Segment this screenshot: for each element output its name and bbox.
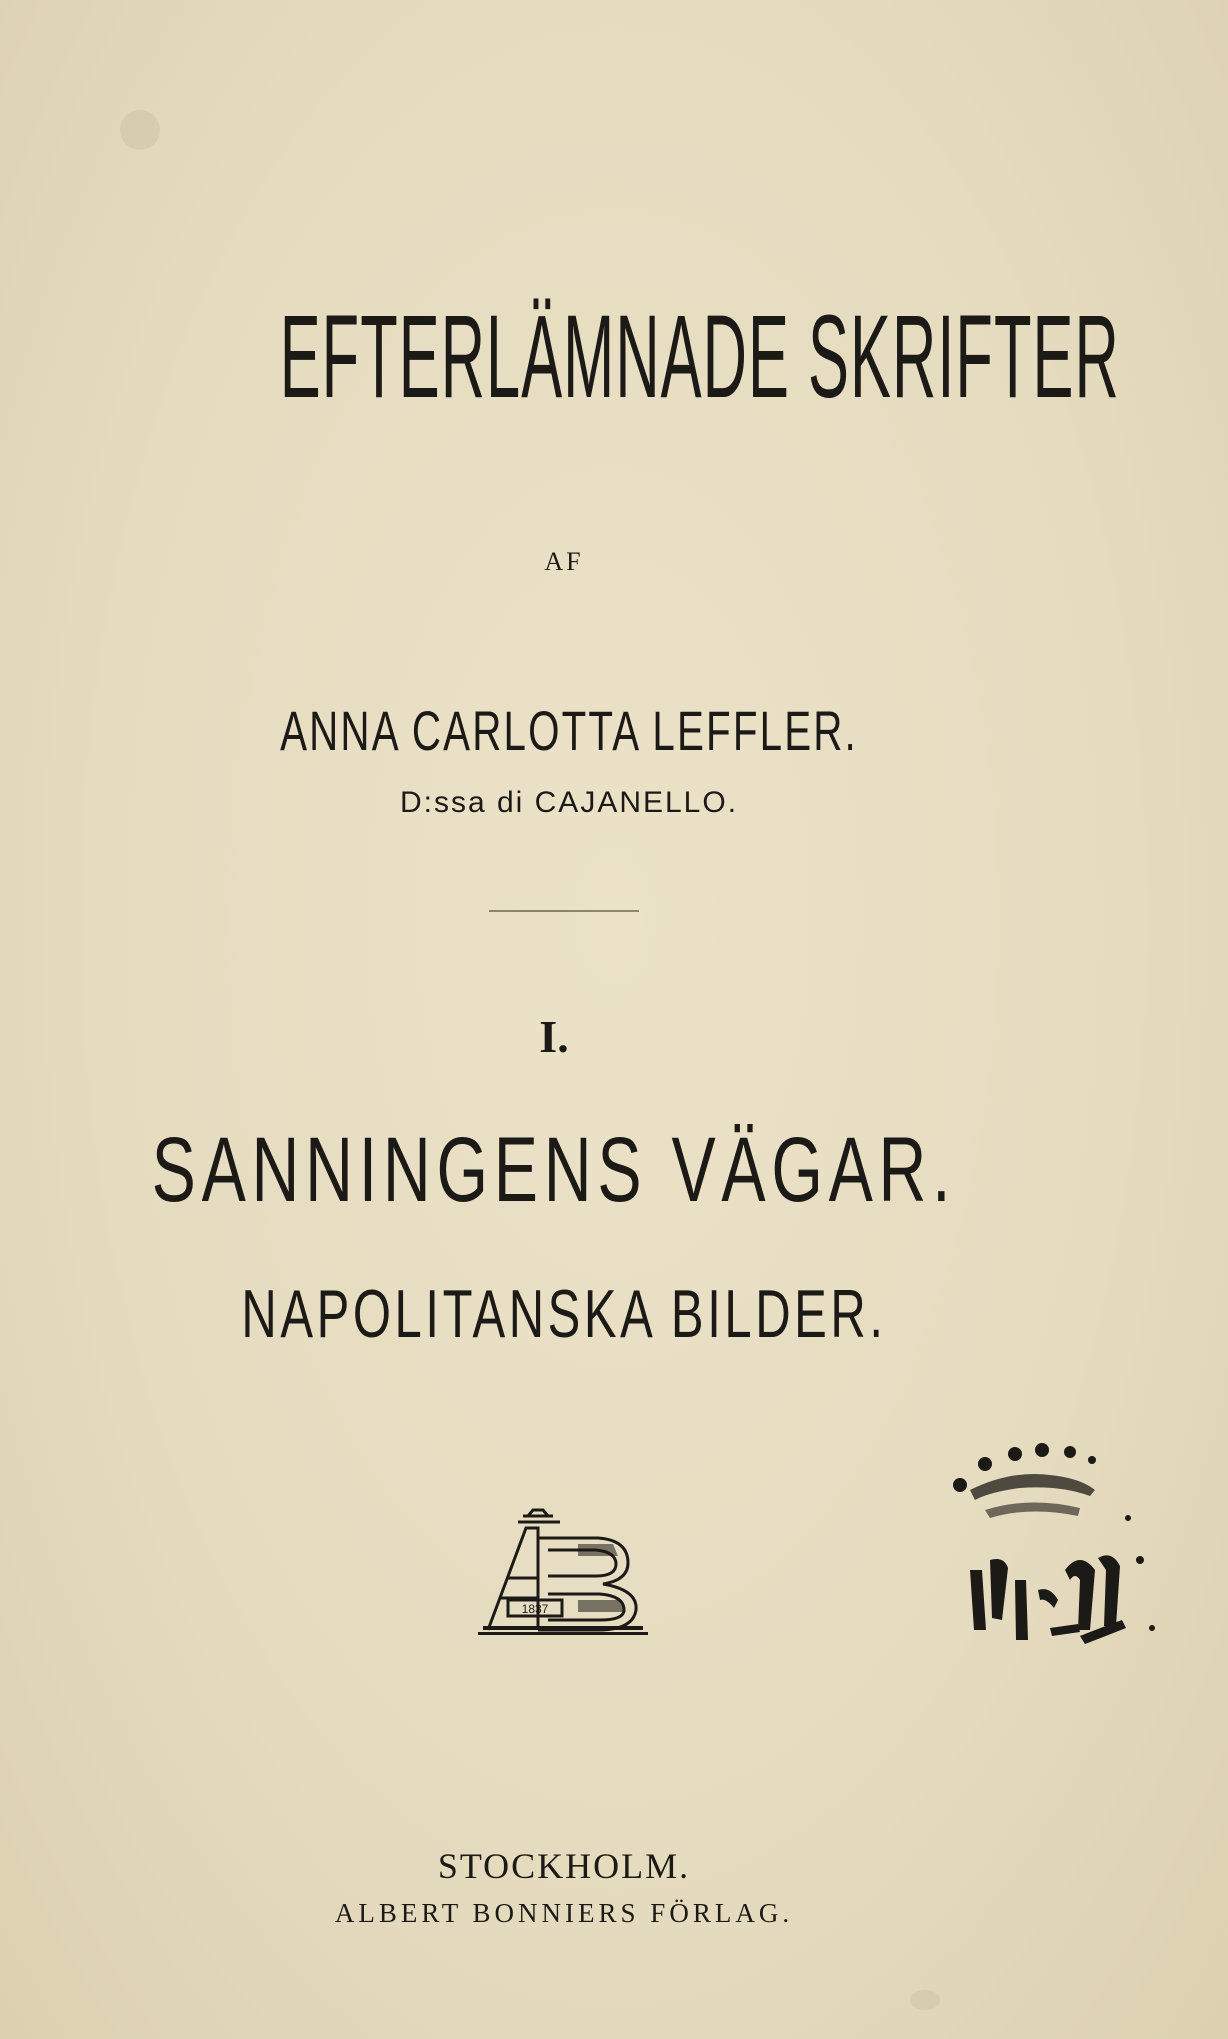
main-title: EFTERLÄMNADE SKRIFTER xyxy=(279,291,1120,423)
divider-rule xyxy=(489,910,639,912)
work-subtitle: NAPOLITANSKA BILDER. xyxy=(241,1276,887,1352)
paper-stain xyxy=(910,1990,940,2010)
work-title: SANNINGENS VÄGAR. xyxy=(151,1119,957,1221)
paper-stain xyxy=(120,110,160,150)
publication-city: STOCKHOLM. xyxy=(437,1846,691,1886)
monogram-year: 1837 xyxy=(521,1602,549,1616)
author-name: ANNA CARLOTTA LEFFLER. xyxy=(280,699,858,762)
by-label: AF xyxy=(544,547,584,576)
library-seal-stamp-icon xyxy=(930,1430,1180,1680)
volume-number: I. xyxy=(539,1011,569,1062)
author-title: D:ssa di CAJANELLO. xyxy=(399,786,739,819)
publisher-name: ALBERT BONNIERS FÖRLAG. xyxy=(334,1898,794,1928)
publisher-monogram-icon xyxy=(478,1508,648,1638)
